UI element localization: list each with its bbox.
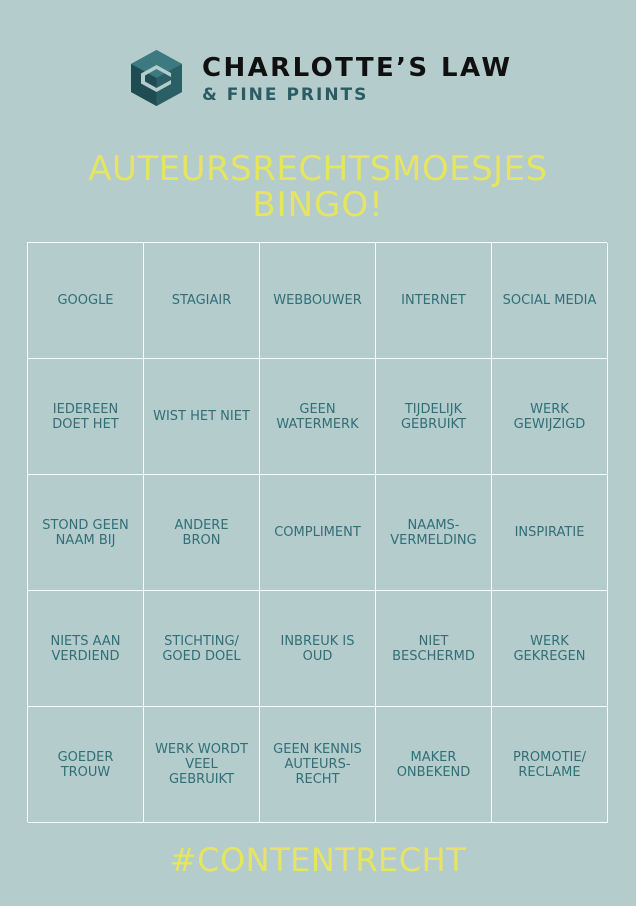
bingo-cell[interactable]: COMPLIMENT — [260, 475, 376, 591]
bingo-cell[interactable]: TIJDELIJK GEBRUIKT — [376, 359, 492, 475]
bingo-cell[interactable]: WERK WORDT VEEL GEBRUIKT — [144, 707, 260, 823]
bingo-cell[interactable]: WEBBOUWER — [260, 243, 376, 359]
bingo-cell[interactable]: STICHTING/ GOED DOEL — [144, 591, 260, 707]
bingo-cell[interactable]: WERK GEWIJZIGD — [492, 359, 608, 475]
bingo-cell[interactable]: PROMOTIE/ RECLAME — [492, 707, 608, 823]
bingo-cell[interactable]: MAKER ONBEKEND — [376, 707, 492, 823]
bingo-cell[interactable]: GEEN WATERMERK — [260, 359, 376, 475]
bingo-cell[interactable]: GEEN KENNIS AUTEURS- RECHT — [260, 707, 376, 823]
bingo-cell[interactable]: INTERNET — [376, 243, 492, 359]
bingo-cell[interactable]: GOOGLE — [28, 243, 144, 359]
bingo-cell[interactable]: ANDERE BRON — [144, 475, 260, 591]
brand-name: CHARLOTTE’S LAW — [202, 53, 513, 83]
hexagon-c-logo-icon — [131, 50, 182, 106]
bingo-cell[interactable]: NIET BESCHERMD — [376, 591, 492, 707]
page-subtitle: BINGO! — [252, 185, 384, 225]
bingo-cell[interactable]: GOEDER TROUW — [28, 707, 144, 823]
bingo-cell[interactable]: SOCIAL MEDIA — [492, 243, 608, 359]
bingo-board — [27, 242, 607, 822]
bingo-cell[interactable]: WIST HET NIET — [144, 359, 260, 475]
brand-tagline: & FINE PRINTS — [202, 85, 369, 105]
bingo-cell[interactable]: INBREUK IS OUD — [260, 591, 376, 707]
bingo-cell[interactable]: NIETS AAN VERDIEND — [28, 591, 144, 707]
bingo-cell[interactable]: STOND GEEN NAAM BIJ — [28, 475, 144, 591]
hashtag-footer: #CONTENTRECHT — [169, 841, 467, 879]
page-title: AUTEURSRECHTSMOESJES — [88, 149, 548, 189]
bingo-cell[interactable]: STAGIAIR — [144, 243, 260, 359]
bingo-cell[interactable]: INSPIRATIE — [492, 475, 608, 591]
bingo-cell[interactable]: NAAMS- VERMELDING — [376, 475, 492, 591]
brand-logo — [131, 50, 521, 106]
bingo-cell[interactable]: IEDEREEN DOET HET — [28, 359, 144, 475]
bingo-cell[interactable]: WERK GEKREGEN — [492, 591, 608, 707]
